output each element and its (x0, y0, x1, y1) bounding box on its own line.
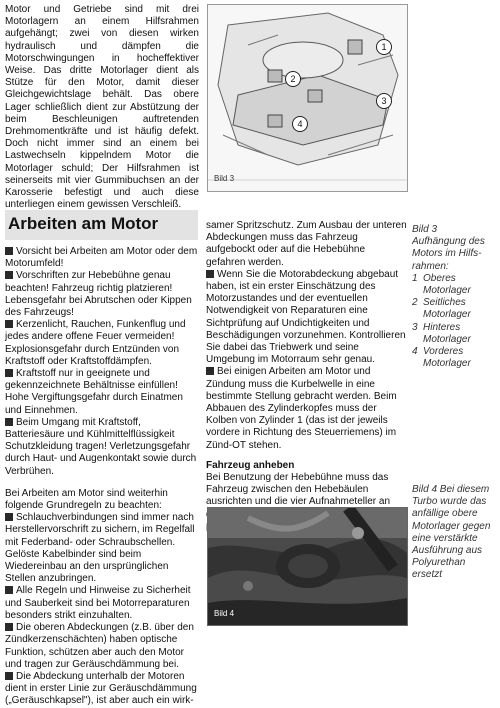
callout-2: 2 (285, 71, 301, 87)
bullet-icon (5, 418, 13, 426)
middle-column (206, 220, 407, 533)
bullet-icon (5, 513, 13, 521)
figure-3-drawing (207, 4, 408, 192)
figure-3-caption (412, 224, 498, 370)
safety-item: Vorschriften zur Hebebühne genau beachten! Fahrzeug richtig platzieren! Lebensgefahr bei Abrutschen oder Kippen des Fahrzeugs! (5, 270, 192, 319)
callout-3: 3 (376, 93, 392, 109)
bullet-icon (5, 369, 13, 377)
figure-4-photo (207, 507, 408, 626)
callout-1: 1 (376, 39, 392, 55)
rule-item: Alle Regeln und Hinweise zu Sicherheit und Sauberkeit sind bei Motorreparaturen besonders strikt einzuhalten. (5, 585, 191, 621)
safety-item: Vorsicht bei Arbeiten am Motor oder dem Motorumfeld! (5, 246, 198, 270)
rule-item: Die oberen Abdeckungen (z.B. über den Zündkerzenschächten) haben optische Funktion, schützen aber auch den Motor und tragen zur Geräuschdämmung bei. (5, 622, 194, 670)
safety-list (5, 246, 199, 708)
lift-paragraph: Bei Benutzung der Hebebühne muss das Fahrzeug zwischen den Hebebäulen ausrichten und die vier Aufnahmeteller an (206, 472, 391, 508)
figure-4-caption: Bild 4 Bei diesem Turbo wurde das anfällige obere Motorlager gegen eine verstärkte Ausführung aus Polyurethan ersetzt (412, 484, 491, 581)
warning-bullet-icon (5, 247, 13, 255)
continued-paragraph: samer Spritzschutz. Zum Ausbau der unteren Abdeckungen muss das Fahrzeug aufgebockt oder auf die Hebebühne gefahren werden. (206, 220, 407, 268)
info-item: Wenn Sie die Motorabdeckung abgebaut haben, ist ein erster Einschätzung des Motorzustandes und der eventuellen Notwendigkeit von Reparaturen eine Sichtprüfung auf Undichtigkeiten und Beschädigungen vorzunehmen. Kontrollieren Sie dabei das Triebwerk und seine Umgebung im Motorraum sehr genau. (206, 268, 406, 366)
bullet-icon (5, 586, 13, 594)
rule-item: Die Abdeckung unterhalb der Motoren dient in erster Linie zur Geräuschdämmung („Geräuschkapsel"), ist aber auch ein wirk- (5, 670, 197, 707)
caption-line: Aufhängung des (412, 236, 485, 248)
safety-item: Kerzenlicht, Rauchen, Funkenflug und jedes andere offene Feuer vermeiden! Explosionsgefahr durch Entzünden von Kraftstoff oder Kraftstoffdämpfen. (5, 319, 186, 367)
section-heading: Arbeiten am Motor (8, 214, 159, 233)
bullet-icon (206, 270, 214, 278)
caption-item: 4 Vorderes Motorlager (412, 346, 471, 370)
caption-line: rahmen: (412, 260, 449, 272)
safety-item: Kraftstoff nur in geeignete und gekennzeichnete Behältnisse einfüllen! Hohe Vergiftungsgefahr durch Einatmen und Einnehmen. (5, 368, 183, 416)
bullet-icon (5, 623, 13, 631)
caption-item: 2 Seitliches Motorlager (412, 297, 471, 321)
left-column (5, 4, 199, 211)
intro-paragraph: Motor und Getriebe sind mit drei Motorlagern an einem Hilfsrahmen aufgehängt; zwei von diesen wirken hydraulisch und dämpfen die Motorschwingungen in hocheffektiver Weise. Das dritte Motorlager dient als Stütze für den Motor, damit dieser Gleichgewichtslage behält. Das obere Lager schließlich dient zur Abstützung der beim Beschleunigen auftretenden Drehmomentkräfte und ist häufig defekt. Doch nicht immer sind an einem bei Lastwechseln kippelndem Motor die Motorlager schuld; Der Hilfsrahmen ist seinerseits mit vier Gummibuchsen an der Karosserie befestigt und auch diese unterliegen einem gewissen Verschleiß. (5, 4, 199, 211)
bullet-icon (206, 367, 214, 375)
bullet-icon (5, 271, 13, 279)
caption-title: Bild 3 (412, 224, 438, 235)
caption-item: 3 Hinteres Motorlager (412, 321, 471, 345)
caption-item: 1 Oberes Motorlager (412, 272, 471, 297)
figure-3-label: Bild 3 (214, 174, 235, 183)
caption-line: Motors im Hilfs- (412, 248, 482, 260)
engine-bay-photo (208, 508, 407, 625)
safety-item: Beim Umgang mit Kraftstoff, Batteriesäure und Kühlmittelflüssigkeit Schutzkleidung tragen! Verletzungsgefahr durch Haut- und Augenkontakt sowie durch Verbrühen. (5, 416, 197, 477)
subheading: Fahrzeug anheben (206, 459, 295, 471)
rule-item: Schlauchverbindungen sind immer nach Herstellervorschrift zu sichern, im Regelfall mit Federband- oder Schraubschellen. Gelöste Kabelbinder sind beim Wiedereinbau an den ursprünglichen Stellen anzubringen. (5, 512, 195, 585)
callout-4: 4 (292, 116, 308, 132)
bullet-icon (5, 672, 13, 680)
rules-intro: Bei Arbeiten am Motor sind weiterhin folgende Grundregeln zu beachten: (5, 487, 168, 512)
bullet-icon (5, 320, 13, 328)
section-heading-bar (5, 210, 198, 240)
info-item: Bei einigen Arbeiten am Motor und Zündung muss die Kurbelwelle in eine bestimmte Stellung gebracht werden. Beim Abbauen des Zylinderkopfes muss der Kolben von Zylinder 1 (das ist der jeweils vordere in Richtung des Steuerriemens) im Zünd-OT stehen. (206, 366, 397, 451)
figure-4-label: Bild 4 (214, 609, 235, 618)
